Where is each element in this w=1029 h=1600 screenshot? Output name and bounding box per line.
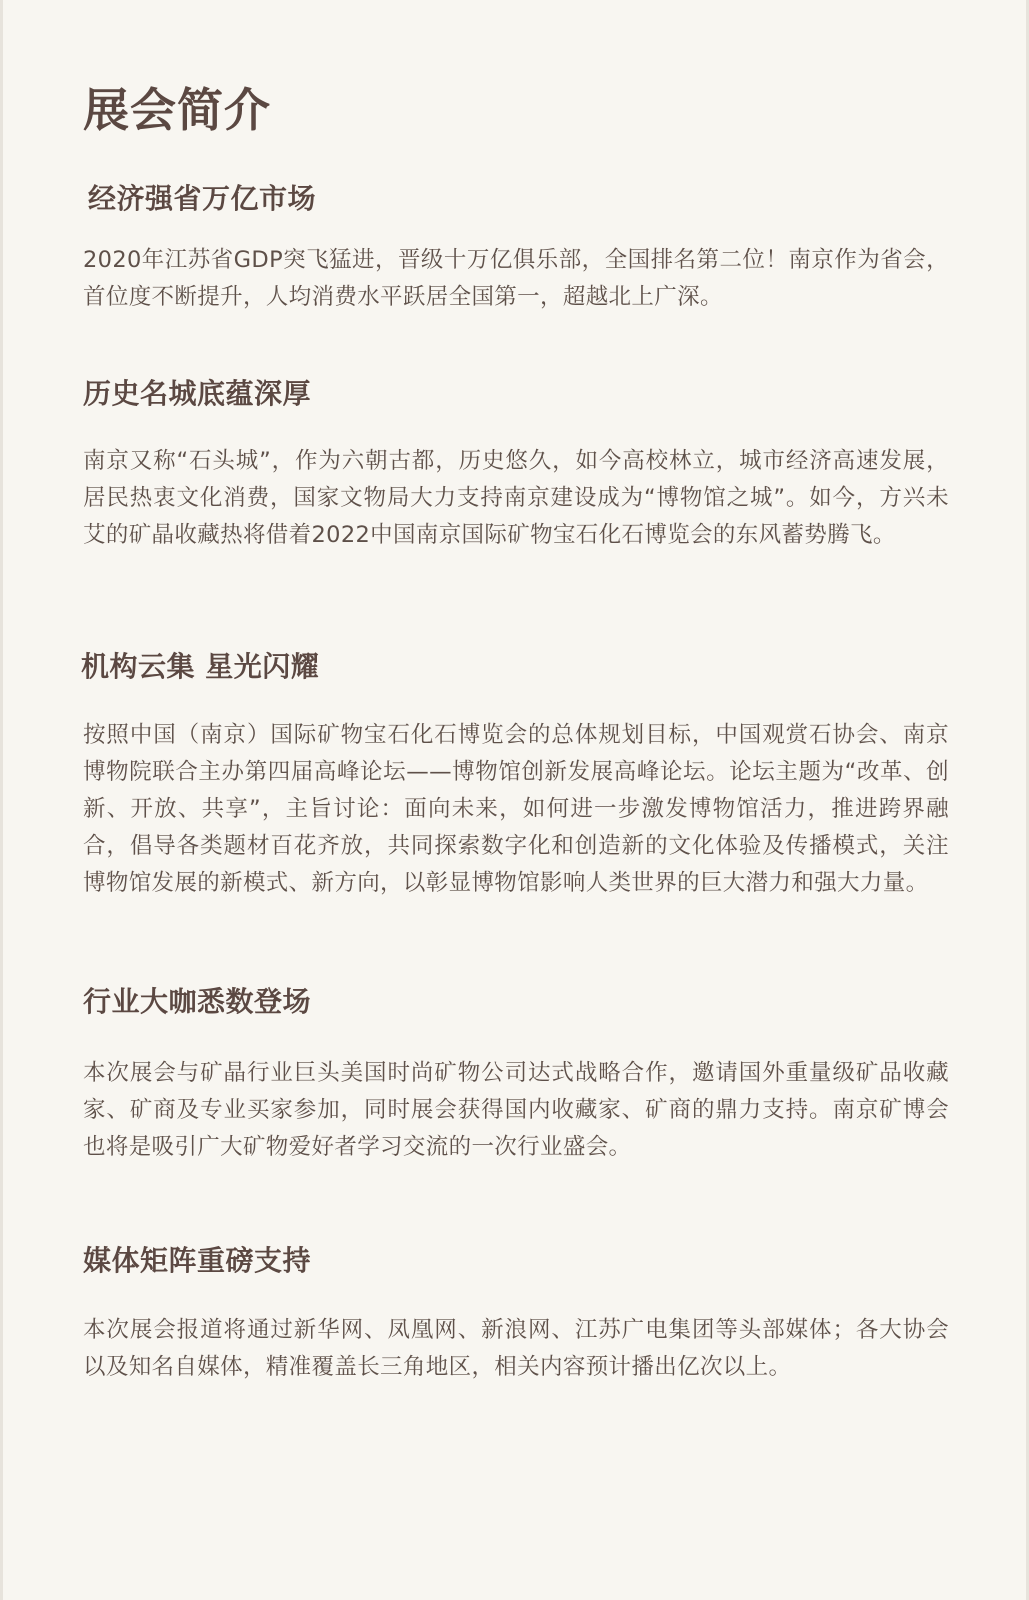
section-body-institutions: 按照中国（南京）国际矿物宝石化石博览会的总体规划目标，中国观赏石协会、南京博物院联合主办第四届高峰论坛——博物馆创新发展高峰论坛。论坛主题为“改革、创新、开放、共享”，主旨讨论：面向未来，如何进一步激发博物馆活力，推进跨界融合，倡导各类题材百花齐放，共同探索数字化和创造新的文化体验及传播模式，关注博物馆发展的新模式、新方向，以彰显博物馆影响人类世界的巨大潜力和强大力量。: [83, 722, 949, 896]
section-body-economy: 2020年江苏省GDP突飞猛进，晋级十万亿俱乐部，全国排名第二位！南京作为省会，首位度不断提升，人均消费水平跃居全国第一，超越北上广深。: [83, 247, 949, 310]
section-history: [83, 374, 949, 554]
section-economy: [83, 179, 949, 316]
section-heading-institutions: 机构云集 星光闪耀: [81, 650, 320, 683]
section-industry: [83, 982, 949, 1166]
section-body-industry: 本次展会与矿晶行业巨头美国时尚矿物公司达式战略合作，邀请国外重量级矿品收藏家、矿商及专业买家参加，同时展会获得国内收藏家、矿商的鼎力支持。南京矿博会也将是吸引广大矿物爱好者学习交流的一次行业盛会。: [83, 1060, 949, 1160]
section-institutions: [83, 647, 949, 902]
page-title: 展会简介: [83, 83, 271, 137]
section-heading-media: 媒体矩阵重磅支持: [83, 1244, 312, 1277]
section-heading-industry: 行业大咖悉数登场: [83, 985, 312, 1018]
section-heading-economy: 经济强省万亿市场: [88, 182, 317, 215]
section-body-media: 本次展会报道将通过新华网、凤凰网、新浪网、江苏广电集团等头部媒体；各大协会以及知名自媒体，精准覆盖长三角地区，相关内容预计播出亿次以上。: [83, 1317, 949, 1380]
section-media: [83, 1241, 949, 1386]
section-body-history: 南京又称“石头城”，作为六朝古都，历史悠久，如今高校林立，城市经济高速发展，居民热衷文化消费，国家文物局大力支持南京建设成为“博物馆之城”。如今，方兴未艾的矿晶收藏热将借着2022中国南京国际矿物宝石化石博览会的东风蓄势腾飞。: [83, 448, 949, 548]
section-heading-history: 历史名城底蕴深厚: [83, 377, 312, 410]
